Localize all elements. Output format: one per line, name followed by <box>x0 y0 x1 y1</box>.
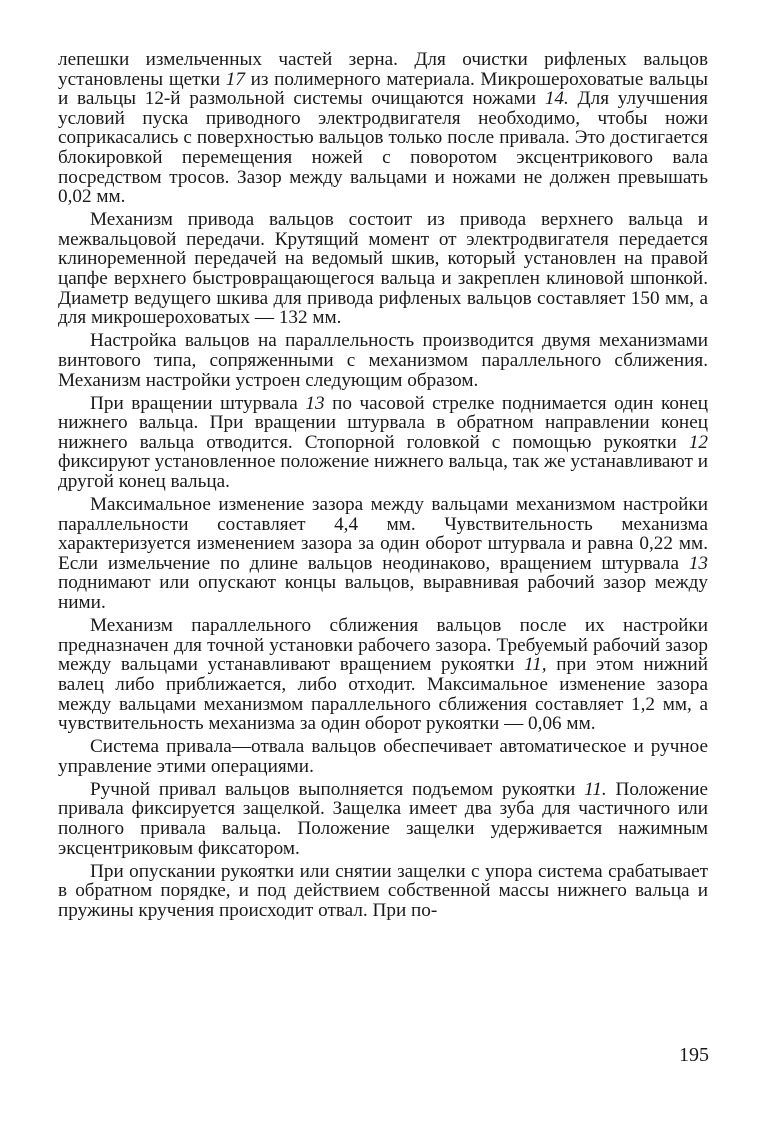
paragraph-1 <box>58 50 708 207</box>
page-number: 195 <box>679 1044 709 1066</box>
text-run: поднимают или опускают концы вальцов, выравнивая рабочий зазор между ними. <box>58 572 708 614</box>
paragraph-3 <box>58 331 708 390</box>
figure-reference: 13 <box>688 552 708 574</box>
text-run: Механизм параллельного сближения вальцов после их настройки предназначен для точной установки рабочего зазора. Требуемый рабочий зазор между вальцами устанавливают вращением рукоятки <box>58 615 708 676</box>
text-run: фиксируют установленное положение нижнего вальца, так же устанавливают и другой конец вальца. <box>58 451 708 492</box>
figure-reference: 12 <box>688 431 708 453</box>
text-run: Ручной привал вальцов выполняется подъемом рукоятки <box>90 778 585 800</box>
text-run: При вращении штурвала <box>90 392 306 414</box>
text-run: Механизм привода вальцов состоит из привода верхнего вальца и межвальцовой передачи. Крутящий момент от электродвигателя передается клиноременной передачей на ведомый шкив, который установлен на правой цапфе верхнего быстровращающегося вальца и закреплен клиновой шпонкой. Диаметр ведущего шкива для привода рифленых вальцов составляет 150 мм, а для микрошероховатых — 132 мм. <box>58 209 708 329</box>
paragraph-6 <box>58 616 708 734</box>
paragraph-9 <box>58 862 708 921</box>
page-body <box>58 50 708 924</box>
paragraph-4 <box>58 394 708 492</box>
text-run: Максимальное изменение зазора между вальцами механизмом настройки параллельности составляет 4,4 мм. Чувствительность механизма характеризуется изменением зазора за один оборот штурвала и равна 0,22 мм. Если измельчение по длине вальцов неодинаково, вращением штурвала <box>58 494 708 574</box>
text-run: лепешки измельченных частей зерна. Для очистки рифленых вальцов установлены щетки <box>58 49 708 90</box>
paragraph-5 <box>58 495 708 613</box>
paragraph-7 <box>58 737 708 776</box>
text-run: При опускании рукоятки или снятии защелки с упора система срабатывает в обратном порядке, и под действием собственной массы нижнего вальца и пружины кручения происходит отвал. При по- <box>58 860 708 921</box>
text-run: Положение привала фиксируется защелкой. Защелка имеет два зуба для частичного или полного привала вальца. Положение защелки удерживается нажимным эксцентриковым фиксатором. <box>58 778 708 859</box>
paragraph-8 <box>58 780 708 858</box>
paragraph-2 <box>58 210 708 328</box>
figure-reference: 17 <box>225 68 245 90</box>
text-run: Система привала—отвала вальцов обеспечивает автоматическое и ручное управление этими операциями. <box>58 736 708 777</box>
text-run: при этом нижний валец либо приближается, либо отходит. Максимальное изменение зазора между вальцами механизмом параллельного сближения составляет 1,2 мм, а чувствительность механизма за один оборот рукоятки — 0,06 мм. <box>58 654 708 735</box>
figure-reference: 11, <box>524 654 547 676</box>
figure-reference: 11. <box>584 778 607 800</box>
figure-reference: 13 <box>305 392 325 414</box>
text-run: Для улучшения условий пуска приводного электродвигателя необходимо, чтобы ножи соприкасались с поверхностью вальцов только после привала. Это достигается блокировкой перемещения ножей с поворотом эксцентрикового вала посредством тросов. Зазор между вальцами и ножами не должен превышать 0,02 мм. <box>58 88 708 208</box>
text-run: по часовой стрелке поднимается один конец нижнего вальца. При вращении штурвала в обратном направлении конец нижнего вальца отводится. Стопорной головкой с помощью рукоятки <box>58 392 708 453</box>
text-run: из полимерного материала. Микрошероховатые вальцы и вальцы 12-й размольной системы очищаются ножами <box>58 68 708 110</box>
text-run: Настройка вальцов на параллельность производится двумя механизмами винтового типа, сопряженными с механизмом параллельного сближения. Механизм настройки устроен следующим образом. <box>58 330 708 391</box>
figure-reference: 14. <box>544 88 569 110</box>
